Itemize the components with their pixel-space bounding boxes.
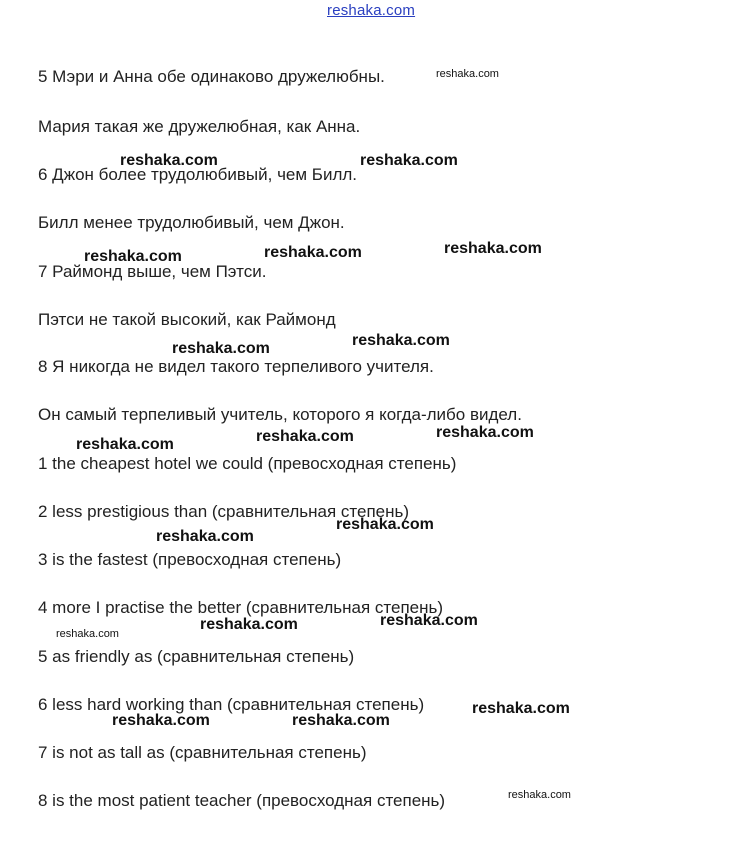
text-line: 7 is not as tall as (сравнительная степень) [38, 743, 367, 762]
watermark-text: reshaka.com [76, 436, 174, 453]
watermark-text: reshaka.com [352, 332, 450, 349]
watermark-text: reshaka.com [380, 612, 478, 629]
watermark-text: reshaka.com [472, 700, 570, 717]
text-line: Мария такая же дружелюбная, как Анна. [38, 117, 361, 136]
text-line: 5 as friendly as (сравнительная степень) [38, 647, 355, 666]
text-line: 8 is the most patient teacher (превосходная степень) [38, 791, 446, 810]
watermark-text: reshaka.com [256, 428, 354, 445]
text-line: Пэтси не такой высокий, как Раймонд [38, 310, 336, 329]
text-line: 1 the cheapest hotel we could (превосходная степень) [38, 454, 457, 473]
watermark-text: reshaka.com [120, 152, 218, 169]
text-line: Он самый терпеливый учитель, которого я когда-либо видел. [38, 405, 522, 424]
watermark-text: reshaka.com [200, 616, 298, 633]
text-line: 6 less hard working than (сравнительная степень) [38, 695, 425, 714]
watermark-text: reshaka.com [436, 68, 499, 80]
watermark-text: reshaka.com [360, 152, 458, 169]
watermark-text: reshaka.com [336, 516, 434, 533]
watermark-text: reshaka.com [172, 340, 270, 357]
watermark-text: reshaka.com [264, 244, 362, 261]
text-line: 7 Раймонд выше, чем Пэтси. [38, 262, 267, 281]
text-line: 3 is the fastest (превосходная степень) [38, 550, 342, 569]
text-line: Билл менее трудолюбивый, чем Джон. [38, 213, 345, 232]
watermark-text: reshaka.com [292, 712, 390, 729]
watermark-text: reshaka.com [436, 424, 534, 441]
watermark-text: reshaka.com [508, 789, 571, 801]
text-line: 8 Я никогда не видел такого терпеливого учителя. [38, 357, 434, 376]
text-line: 2 less prestigious than (сравнительная степень) [38, 502, 410, 521]
text-line: 5 Мэри и Анна обе одинаково дружелюбны. [38, 67, 385, 86]
watermark-text: reshaka.com [156, 528, 254, 545]
watermark-text: reshaka.com [444, 240, 542, 257]
watermark-text: reshaka.com [84, 248, 182, 265]
text-line: 6 Джон более трудолюбивый, чем Билл. [38, 165, 358, 184]
text-line: 4 more I practise the better (сравнительная степень) [38, 598, 444, 617]
watermark-text: reshaka.com [112, 712, 210, 729]
site-header-link[interactable]: reshaka.com [327, 2, 416, 19]
watermark-text: reshaka.com [56, 628, 119, 640]
